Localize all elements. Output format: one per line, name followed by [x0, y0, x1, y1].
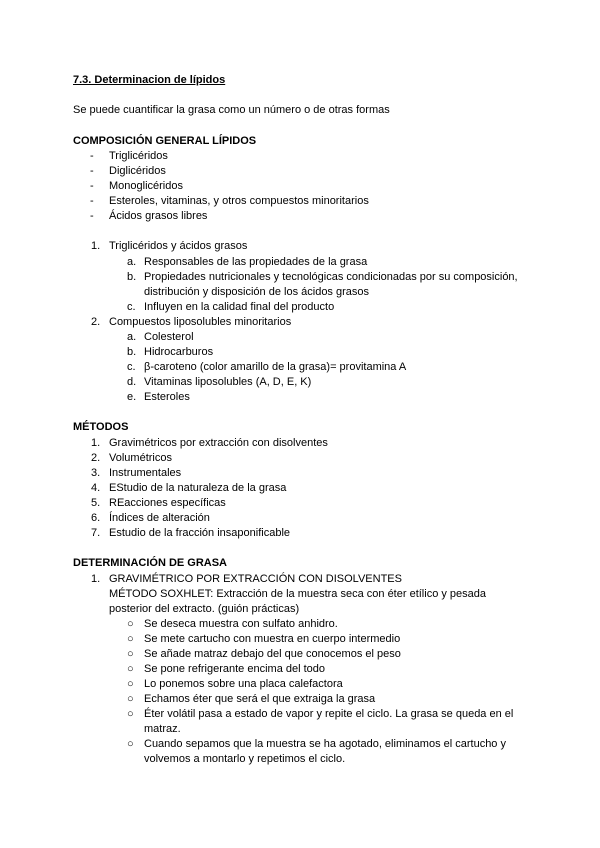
list-marker: 6. — [91, 512, 101, 524]
circle-bullet: ○ — [127, 663, 134, 675]
list-marker: 1. — [91, 437, 101, 449]
step-item: Éter volátil pasa a estado de vapor y repite el ciclo. La grasa se queda en el — [144, 708, 514, 720]
metodos-title: MÉTODOS — [73, 421, 129, 433]
list-marker: 1. — [91, 573, 101, 585]
sublist-marker: b. — [127, 271, 137, 283]
circle-bullet: ○ — [127, 648, 134, 660]
step-item: Cuando sepamos que la muestra se ha agotado, eliminamos el cartucho y — [144, 738, 506, 750]
list-marker: 2. — [91, 452, 101, 464]
step-item: Se mete cartucho con muestra en cuerpo intermedio — [144, 633, 401, 645]
list-marker: 7. — [91, 527, 101, 539]
sublist-item: Propiedades nutricionales y tecnológicas condicionadas por su composición, — [144, 271, 518, 283]
section-heading: 7.3. Determinacion de lípidos — [73, 74, 226, 86]
list-marker: 5. — [91, 497, 101, 509]
step-item: Se añade matraz debajo del que conocemos el peso — [144, 648, 401, 660]
step-item: Echamos éter que será el que extraiga la grasa — [144, 693, 376, 705]
sublist-marker: e. — [127, 391, 137, 403]
group-label: Compuestos liposolubles minoritarios — [109, 316, 292, 328]
list-item: Esteroles, vitaminas, y otros compuestos minoritarios — [109, 195, 369, 207]
sublist-marker: a. — [127, 331, 137, 343]
sublist-item: Vitaminas liposolubles (A, D, E, K) — [144, 376, 312, 388]
list-item: Índices de alteración — [109, 512, 210, 524]
step-item: Lo ponemos sobre una placa calefactora — [144, 678, 343, 690]
sublist-marker: b. — [127, 346, 137, 358]
method-title: GRAVIMÉTRICO POR EXTRACCIÓN CON DISOLVENTES — [109, 573, 402, 585]
dash-bullet: - — [90, 180, 94, 192]
sublist-marker: d. — [127, 376, 137, 388]
list-marker: 4. — [91, 482, 101, 494]
composicion-title: COMPOSICIÓN GENERAL LÍPIDOS — [73, 135, 257, 147]
list-marker: 1. — [91, 240, 101, 252]
list-item: Diglicéridos — [109, 165, 166, 177]
list-marker: 3. — [91, 467, 101, 479]
circle-bullet: ○ — [127, 708, 134, 720]
list-item: Instrumentales — [109, 467, 182, 479]
sublist-item: Colesterol — [144, 331, 194, 343]
circle-bullet: ○ — [127, 693, 134, 705]
sublist-item: Influyen en la calidad final del producto — [144, 301, 335, 313]
step-item: Se pone refrigerante encima del todo — [144, 663, 326, 675]
sublist-item: Responsables de las propiedades de la grasa — [144, 256, 368, 268]
list-item: REacciones específicas — [109, 497, 226, 509]
circle-bullet: ○ — [127, 678, 134, 690]
list-item: Volumétricos — [109, 452, 172, 464]
sublist-marker: c. — [127, 301, 136, 313]
list-item: Estudio de la fracción insaponificable — [109, 527, 291, 539]
method-description: MÉTODO SOXHLET: Extracción de la muestra seca con éter etílico y pesada — [109, 588, 487, 600]
dash-bullet: - — [90, 210, 94, 222]
sublist-marker: c. — [127, 361, 136, 373]
step-item-continued: volvemos a montarlo y repetimos el ciclo. — [144, 753, 346, 765]
intro-paragraph: Se puede cuantificar la grasa como un número o de otras formas — [73, 104, 390, 116]
dash-bullet: - — [90, 150, 94, 162]
sublist-item: Hidrocarburos — [144, 346, 214, 358]
sublist-item: Esteroles — [144, 391, 190, 403]
list-item: EStudio de la naturaleza de la grasa — [109, 482, 287, 494]
step-item-continued: matraz. — [144, 723, 181, 735]
list-item: Triglicéridos — [109, 150, 168, 162]
determinacion-title: DETERMINACIÓN DE GRASA — [73, 557, 228, 569]
list-item: Monoglicéridos — [109, 180, 183, 192]
sublist-item-continued: distribución y disposición de los ácidos grasos — [144, 286, 370, 298]
circle-bullet: ○ — [127, 738, 134, 750]
dash-bullet: - — [90, 195, 94, 207]
method-description-continued: posterior del extracto. (guión prácticas) — [109, 603, 300, 615]
circle-bullet: ○ — [127, 618, 134, 630]
circle-bullet: ○ — [127, 633, 134, 645]
group-label: Triglicéridos y ácidos grasos — [109, 240, 248, 252]
list-marker: 2. — [91, 316, 101, 328]
list-item: Gravimétricos por extracción con disolventes — [109, 437, 328, 449]
sublist-marker: a. — [127, 256, 137, 268]
step-item: Se deseca muestra con sulfato anhidro. — [144, 618, 338, 630]
sublist-item: β-caroteno (color amarillo de la grasa)= provitamina A — [144, 361, 407, 373]
list-item: Ácidos grasos libres — [109, 210, 208, 222]
dash-bullet: - — [90, 165, 94, 177]
